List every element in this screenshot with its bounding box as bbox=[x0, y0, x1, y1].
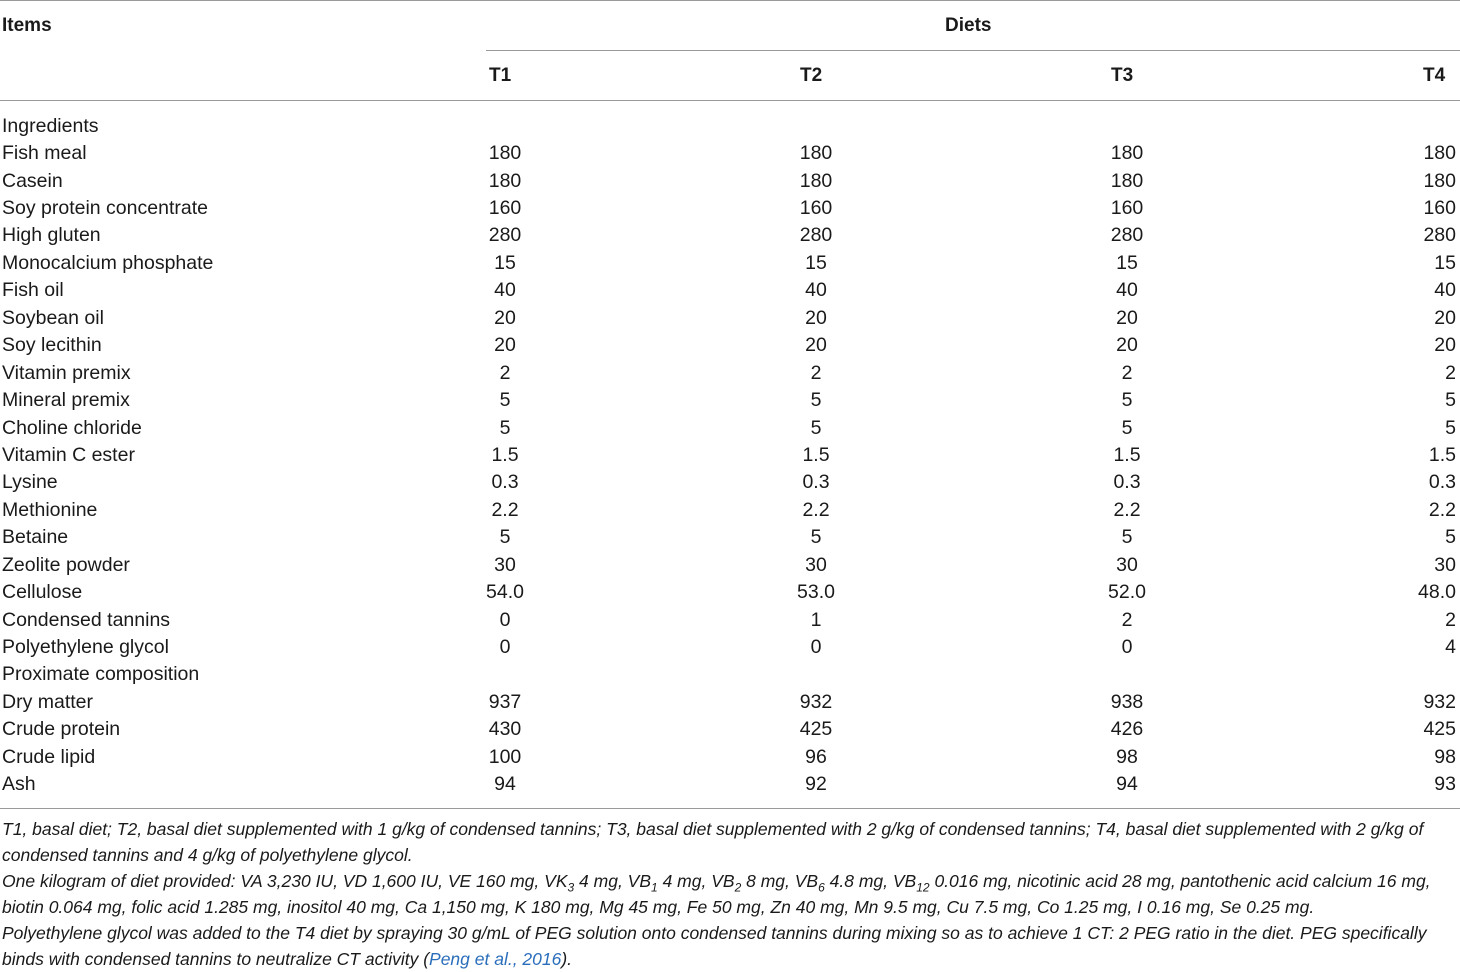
cell-t4: 932 bbox=[1423, 690, 1456, 713]
table-row bbox=[0, 496, 1460, 523]
row-label: Vitamin C ester bbox=[2, 443, 135, 466]
cell-t2: 280 bbox=[799, 224, 833, 247]
row-label: Ingredients bbox=[2, 114, 99, 137]
premix-text: 4.8 mg, VB bbox=[824, 871, 917, 891]
cell-t2: 2 bbox=[810, 361, 822, 384]
cell-t1: 0 bbox=[499, 608, 511, 631]
cell-t4: 5 bbox=[1445, 526, 1456, 549]
cell-t4: 5 bbox=[1445, 416, 1456, 439]
table-row bbox=[0, 167, 1460, 194]
cell-t3: 20 bbox=[1116, 306, 1138, 329]
cell-t2: 425 bbox=[799, 718, 833, 741]
cell-t3: 1.5 bbox=[1113, 443, 1141, 466]
cell-t1: 2 bbox=[499, 361, 511, 384]
table-row bbox=[0, 743, 1460, 770]
table-row bbox=[0, 304, 1460, 331]
diet-composition-table bbox=[0, 112, 1460, 798]
cell-t2: 180 bbox=[799, 169, 833, 192]
cell-t3: 15 bbox=[1116, 251, 1138, 274]
row-label: Monocalcium phosphate bbox=[2, 251, 214, 274]
cell-t4: 93 bbox=[1434, 773, 1456, 796]
col-header-t1: T1 bbox=[489, 65, 512, 86]
cell-t1: 1.5 bbox=[491, 443, 519, 466]
cell-t2: 96 bbox=[805, 745, 827, 768]
cell-t2: 2.2 bbox=[802, 498, 830, 521]
cell-t1: 20 bbox=[494, 306, 516, 329]
cell-t1: 160 bbox=[488, 197, 522, 220]
items-header: Items bbox=[2, 15, 52, 36]
cell-t3: 180 bbox=[1110, 169, 1144, 192]
cell-t4: 4 bbox=[1445, 636, 1456, 659]
vitamin-subscript: 3 bbox=[567, 880, 575, 895]
row-label: Ash bbox=[2, 773, 36, 796]
cell-t2: 20 bbox=[805, 334, 827, 357]
row-label: Methionine bbox=[2, 498, 98, 521]
cell-t1 bbox=[350, 112, 660, 139]
cell-t2: 53.0 bbox=[797, 581, 835, 604]
table-row bbox=[0, 606, 1460, 633]
cell-t2 bbox=[660, 112, 972, 139]
cell-t3: 94 bbox=[1116, 773, 1138, 796]
cell-t2: 15 bbox=[805, 251, 827, 274]
cell-t2: 0 bbox=[810, 636, 822, 659]
vitamin-subscript: 1 bbox=[651, 880, 658, 895]
cell-t1: 15 bbox=[494, 251, 516, 274]
cell-t4: 180 bbox=[1423, 169, 1456, 192]
footnote-premix bbox=[2, 868, 1458, 920]
cell-t3: 5 bbox=[1121, 526, 1133, 549]
cell-t3: 98 bbox=[1116, 745, 1138, 768]
cell-t4: 48.0 bbox=[1418, 581, 1456, 604]
table-row bbox=[0, 441, 1460, 468]
cell-t1: 100 bbox=[488, 745, 522, 768]
row-label: Vitamin premix bbox=[2, 361, 131, 384]
cell-t4: 2 bbox=[1445, 361, 1456, 384]
cell-t1: 937 bbox=[488, 690, 522, 713]
cell-t3: 2.2 bbox=[1113, 498, 1141, 521]
col-header-t2: T2 bbox=[800, 65, 823, 86]
cell-t3: 180 bbox=[1110, 142, 1144, 165]
cell-t2: 180 bbox=[799, 142, 833, 165]
cell-t1: 20 bbox=[494, 334, 516, 357]
cell-t2: 92 bbox=[805, 773, 827, 796]
table-row bbox=[0, 551, 1460, 578]
row-label: Dry matter bbox=[2, 690, 94, 713]
cell-t2 bbox=[660, 661, 972, 688]
premix-text: One kilogram of diet provided: VA 3,230 IU, VD 1,600 IU, VE 160 mg, VK bbox=[2, 871, 568, 891]
cell-t1: 5 bbox=[499, 416, 511, 439]
cell-t1: 94 bbox=[494, 773, 516, 796]
diets-span-rule bbox=[486, 50, 1460, 51]
cell-t3: 938 bbox=[1110, 690, 1144, 713]
row-label: Fish meal bbox=[2, 142, 87, 165]
table-footnotes bbox=[2, 816, 1458, 972]
table-bottom-rule bbox=[0, 808, 1460, 809]
vitamin-subscript: 2 bbox=[734, 880, 742, 895]
cell-t1: 0 bbox=[499, 636, 511, 659]
row-label: Choline chloride bbox=[2, 416, 142, 439]
row-label: Zeolite powder bbox=[2, 553, 130, 576]
cell-t1: 30 bbox=[494, 553, 516, 576]
cell-t4: 20 bbox=[1434, 306, 1456, 329]
row-label: Casein bbox=[2, 169, 63, 192]
table-row bbox=[0, 414, 1460, 441]
cell-t4: 1.5 bbox=[1428, 443, 1456, 466]
cell-t1: 180 bbox=[488, 142, 522, 165]
table-row bbox=[0, 469, 1460, 496]
cell-t3 bbox=[972, 112, 1282, 139]
header-bottom-rule bbox=[0, 100, 1460, 101]
cell-t4: 2.2 bbox=[1428, 498, 1456, 521]
col-header-t4: T4 bbox=[1423, 65, 1446, 86]
cell-t2: 932 bbox=[799, 690, 833, 713]
table-row bbox=[0, 277, 1460, 304]
row-label: Soybean oil bbox=[2, 306, 104, 329]
cell-t2: 5 bbox=[810, 526, 822, 549]
premix-text: 0.016 mg, nicotinic acid 28 mg, pantothenic acid calcium 16 mg, biotin 0.064 mg, folic acid 1.285 mg, inositol 40 mg, Ca 1,150 mg, K 180 mg, Mg 45 mg, Fe 50 mg, Zn 40 mg, Mn 9.5 mg, Cu 7.5 mg, Co 1.25 mg, I 0.16 mg, Se 0.25 mg. bbox=[2, 871, 1431, 917]
cell-t1: 2.2 bbox=[491, 498, 519, 521]
cell-t1: 0.3 bbox=[491, 471, 519, 494]
cell-t4: 40 bbox=[1434, 279, 1456, 302]
cell-t1: 40 bbox=[494, 279, 516, 302]
cell-t3: 30 bbox=[1116, 553, 1138, 576]
cell-t4: 5 bbox=[1445, 389, 1456, 412]
cell-t4: 30 bbox=[1434, 553, 1456, 576]
table-row bbox=[0, 139, 1460, 166]
cell-t2: 1.5 bbox=[802, 443, 830, 466]
cell-t4 bbox=[1282, 112, 1460, 139]
table-row bbox=[0, 332, 1460, 359]
table-row bbox=[0, 578, 1460, 605]
footnote-diets: T1, basal diet; T2, basal diet supplemented with 1 g/kg of condensed tannins; T3, basal diet supplemented with 2 g/kg of condensed tannins; T4, basal diet supplemented with 2 g/kg of condensed tannins and 4 g/kg of polyethylene glycol. bbox=[2, 819, 1424, 865]
cell-t2: 5 bbox=[810, 389, 822, 412]
row-label: Cellulose bbox=[2, 581, 83, 604]
table-row bbox=[0, 688, 1460, 715]
cell-t3 bbox=[972, 661, 1282, 688]
cell-t3: 40 bbox=[1116, 279, 1138, 302]
table-row bbox=[0, 194, 1460, 221]
cell-t3: 160 bbox=[1110, 197, 1144, 220]
table-row bbox=[0, 633, 1460, 660]
table-row bbox=[0, 222, 1460, 249]
vitamin-subscript: 6 bbox=[818, 880, 825, 895]
cell-t3: 0 bbox=[1121, 636, 1133, 659]
table-row bbox=[0, 112, 1460, 139]
cell-t4: 20 bbox=[1434, 334, 1456, 357]
cell-t1 bbox=[350, 661, 660, 688]
cell-t2: 1 bbox=[810, 608, 822, 631]
premix-text: 4 mg, VB bbox=[657, 871, 735, 891]
cell-t4: 280 bbox=[1423, 224, 1456, 247]
cell-t1: 54.0 bbox=[486, 581, 524, 604]
cell-t3: 426 bbox=[1110, 718, 1144, 741]
cell-t1: 430 bbox=[488, 718, 522, 741]
cell-t4: 98 bbox=[1434, 745, 1456, 768]
row-label: Condensed tannins bbox=[2, 608, 171, 631]
diets-header: Diets bbox=[945, 15, 992, 36]
cell-t3: 5 bbox=[1121, 389, 1133, 412]
row-label: Proximate composition bbox=[2, 663, 200, 686]
cell-t1: 5 bbox=[499, 526, 511, 549]
premix-text: 8 mg, VB bbox=[741, 871, 819, 891]
cell-t4: 160 bbox=[1423, 197, 1456, 220]
cell-t4: 180 bbox=[1423, 142, 1456, 165]
row-label: Fish oil bbox=[2, 279, 64, 302]
cell-t3: 52.0 bbox=[1108, 581, 1146, 604]
table-row bbox=[0, 771, 1460, 798]
cell-t4: 425 bbox=[1423, 718, 1456, 741]
table-top-rule bbox=[0, 0, 1460, 1]
row-label: Soy lecithin bbox=[2, 334, 102, 357]
table-row bbox=[0, 716, 1460, 743]
vitamin-subscript: 12 bbox=[916, 880, 930, 895]
cell-t1: 5 bbox=[499, 389, 511, 412]
table-row bbox=[0, 524, 1460, 551]
footnote-peg: Polyethylene glycol was added to the T4 diet by spraying 30 g/mL of PEG solution onto condensed tannins during mixing so as to achieve 1 CT: 2 PEG ratio in the diet. PEG specifically binds with condensed tannins to neutralize CT activity (Peng et al., 2016). bbox=[2, 923, 1427, 969]
cell-t2: 30 bbox=[805, 553, 827, 576]
cell-t3: 2 bbox=[1121, 608, 1133, 631]
cell-t4: 15 bbox=[1434, 251, 1456, 274]
table-row bbox=[0, 249, 1460, 276]
row-label: Crude lipid bbox=[2, 745, 96, 768]
row-label: Polyethylene glycol bbox=[2, 636, 169, 659]
cell-t2: 0.3 bbox=[802, 471, 830, 494]
row-label: Soy protein concentrate bbox=[2, 197, 208, 220]
cell-t2: 20 bbox=[805, 306, 827, 329]
cell-t3: 5 bbox=[1121, 416, 1133, 439]
premix-text: 4 mg, VB bbox=[574, 871, 652, 891]
row-label: High gluten bbox=[2, 224, 101, 247]
table-row bbox=[0, 359, 1460, 386]
row-label: Mineral premix bbox=[2, 389, 130, 412]
citation-link[interactable]: Peng et al., 2016 bbox=[429, 949, 562, 969]
col-header-t3: T3 bbox=[1111, 65, 1134, 86]
cell-t2: 40 bbox=[805, 279, 827, 302]
cell-t2: 5 bbox=[810, 416, 822, 439]
cell-t3: 0.3 bbox=[1113, 471, 1141, 494]
cell-t4: 0.3 bbox=[1428, 471, 1456, 494]
cell-t3: 20 bbox=[1116, 334, 1138, 357]
table-row bbox=[0, 386, 1460, 413]
cell-t4 bbox=[1282, 661, 1460, 688]
cell-t1: 180 bbox=[488, 169, 522, 192]
cell-t4: 2 bbox=[1445, 608, 1456, 631]
row-label: Lysine bbox=[2, 471, 58, 494]
table-row bbox=[0, 661, 1460, 688]
row-label: Betaine bbox=[2, 526, 69, 549]
cell-t3: 2 bbox=[1121, 361, 1133, 384]
row-label: Crude protein bbox=[2, 718, 121, 741]
cell-t2: 160 bbox=[799, 197, 833, 220]
cell-t1: 280 bbox=[488, 224, 522, 247]
cell-t3: 280 bbox=[1110, 224, 1144, 247]
